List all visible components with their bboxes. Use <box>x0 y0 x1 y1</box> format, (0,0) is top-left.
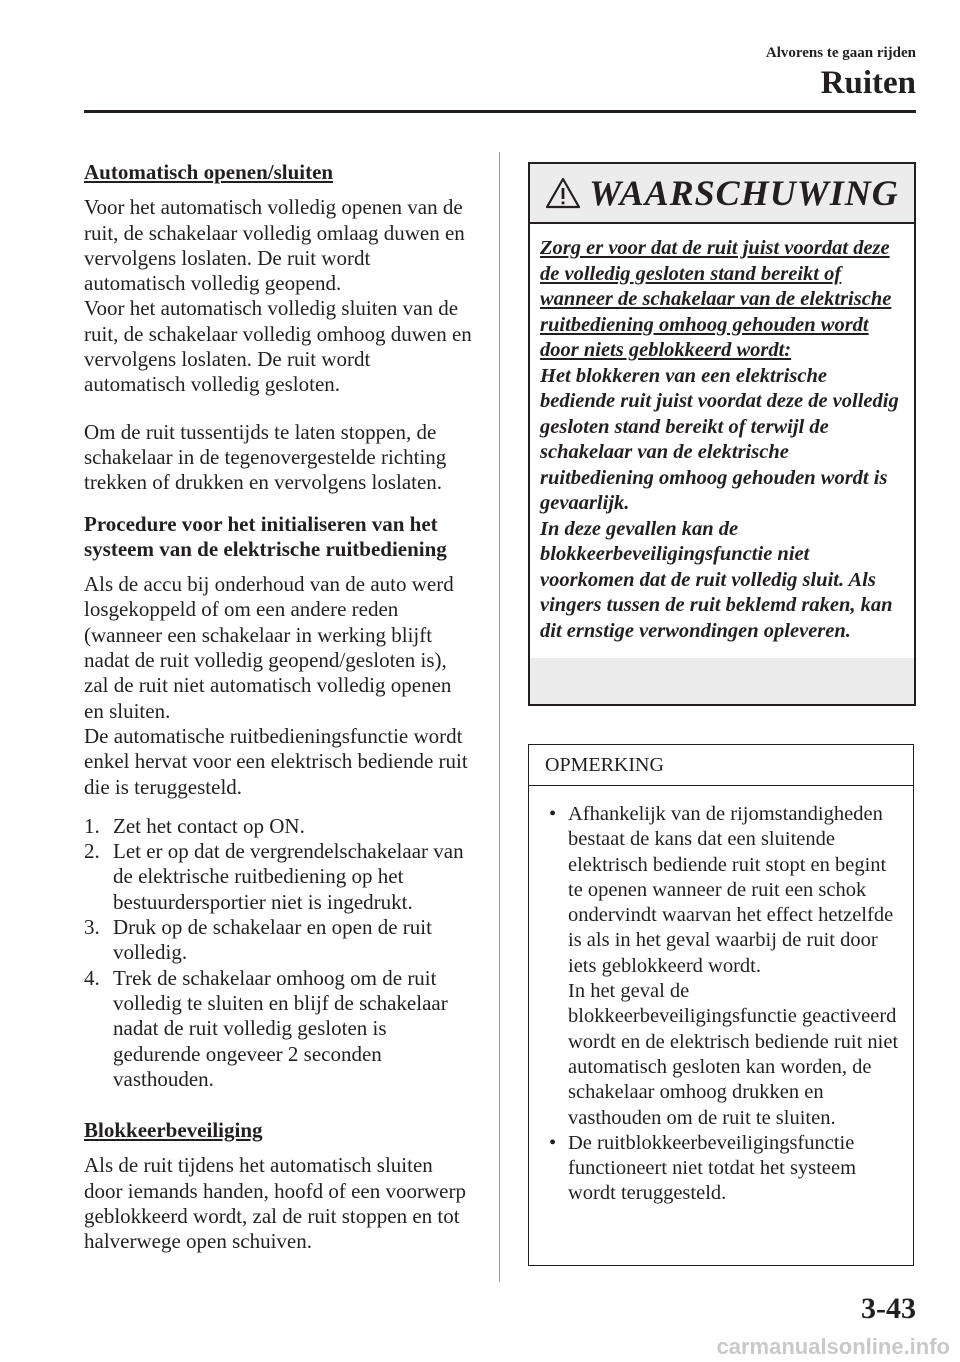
procedure-paragraph-1: Als de accu bij onderhoud van de auto werd losgekoppeld of om een andere reden (wanneer een schakelaar in werking blijft nadat de ruit volledig geopend/gesloten is), zal de ruit niet automatisch volledig openen en sluiten. <box>84 572 454 723</box>
auto-paragraph-3: Om de ruit tussentijds te laten stoppen, de schakelaar in de tegenovergestelde richting trekken of drukken en vervolgens loslaten. <box>84 419 447 495</box>
warning-box <box>528 162 916 706</box>
page-number: 3-43 <box>861 1292 916 1325</box>
step-number: 2. <box>84 839 100 864</box>
warning-header <box>530 164 914 224</box>
note-item-text-2: In het geval de blokkeerbeveiligingsfunctie geactiveerd wordt en de elektrisch bediende ruit niet automatisch gesloten kan worden, de schakelaar omhoog drukken en vasthouden om de ruit te sluiten. <box>568 980 899 1129</box>
step-number: 3. <box>84 915 100 940</box>
step-text: Trek de schakelaar omhoog om de ruit volledig te sluiten en blijf de schakelaar nadat de ruit volledig gesloten is gedurende ongeveer 2 seconden vasthouden. <box>113 965 448 1091</box>
warning-triangle-icon <box>545 177 581 209</box>
procedure-steps <box>84 814 476 1092</box>
step-text: Zet het contact op ON. <box>113 813 305 838</box>
left-column <box>84 160 476 1269</box>
block-heading: Blokkeerbeveiliging <box>84 1118 263 1143</box>
warning-lead: Zorg er voor dat de ruit juist voordat deze de volledig gesloten stand bereikt of wanneer de schakelaar van de elektrische ruitbediening omhoog gehouden wordt door niets geblokkeerd wordt: <box>540 237 892 361</box>
step-number: 1. <box>84 813 100 838</box>
note-item <box>541 1131 903 1207</box>
block-paragraph: Als de ruit tijdens het automatisch sluiten door iemands handen, hoofd of een voorwerp geblokkeerd wordt, zal de ruit stoppen en tot halverwege open schuiven. <box>84 1153 466 1254</box>
warning-text-2: In deze gevallen kan de blokkeerbeveiligingsfunctie niet voorkomen dat de ruit volledig sluit. Als vingers tussen de ruit beklemd raken, kan dit ernstige verwondingen opleveren. <box>540 517 893 642</box>
step-text: Let er op dat de vergrendelschakelaar van de elektrische ruitbediening op het bestuurdersportier niet is ingedrukt. <box>113 839 464 914</box>
chapter-title: Ruiten <box>820 65 916 101</box>
warning-text-1: Het blokkeren van een elektrische bediende ruit juist voordat deze de volledig gesloten stand bereikt of terwijl de schakelaar van de elektrische ruitbediening omhoog gehouden wordt is gevaarlijk. <box>540 364 899 514</box>
step-item <box>84 814 476 839</box>
watermark: carmanualsonline.info <box>716 1334 950 1359</box>
step-item <box>84 966 476 1092</box>
note-title: OPMERKING <box>529 745 913 786</box>
header-rule <box>84 110 916 113</box>
note-item-text: Afhankelijk van de rijomstandigheden bestaat de kans dat een sluitende elektrisch bediende ruit stopt en begint te openen wanneer de ruit een schok ondervindt waarvan het effect hetzelfde is als in het geval waarbij de ruit door iets geblokkeerd wordt. <box>568 803 894 977</box>
note-item-text: De ruitblokkeerbeveiligingsfunctie functioneert niet totdat het systeem wordt teruggesteld. <box>568 1131 857 1205</box>
auto-paragraph-2: Voor het automatisch volledig sluiten van de ruit, de schakelaar volledig omhoog duwen en vervolgens loslaten. De ruit wordt automatisch volledig gesloten. <box>84 296 472 397</box>
step-item <box>84 915 476 966</box>
warning-body <box>530 224 914 658</box>
bullet: • <box>549 803 557 825</box>
note-box <box>528 744 914 1266</box>
procedure-heading: Procedure voor het initialiseren van het systeem van de elektrische ruitbediening <box>84 511 447 561</box>
auto-paragraph-1: Voor het automatisch volledig openen van de ruit, de schakelaar volledig omlaag duwen en vervolgens loslaten. De ruit wordt automatisch volledig geopend. <box>84 195 465 296</box>
step-text: Druk op de schakelaar en open de ruit volledig. <box>113 915 432 965</box>
note-body <box>529 786 913 1207</box>
page-header <box>766 44 916 102</box>
step-number: 4. <box>84 965 100 990</box>
section-title: Alvorens te gaan rijden <box>765 45 916 61</box>
column-divider <box>499 152 500 1282</box>
auto-heading: Automatisch openen/sluiten <box>84 160 334 184</box>
bullet: • <box>549 1131 557 1154</box>
procedure-paragraph-2: De automatische ruitbedieningsfunctie wordt enkel hervat voor een elektrisch bediende ruit die is teruggesteld. <box>84 723 468 799</box>
step-item <box>84 839 476 915</box>
warning-title: WAARSCHUWING <box>589 173 899 213</box>
note-item <box>541 802 903 1131</box>
